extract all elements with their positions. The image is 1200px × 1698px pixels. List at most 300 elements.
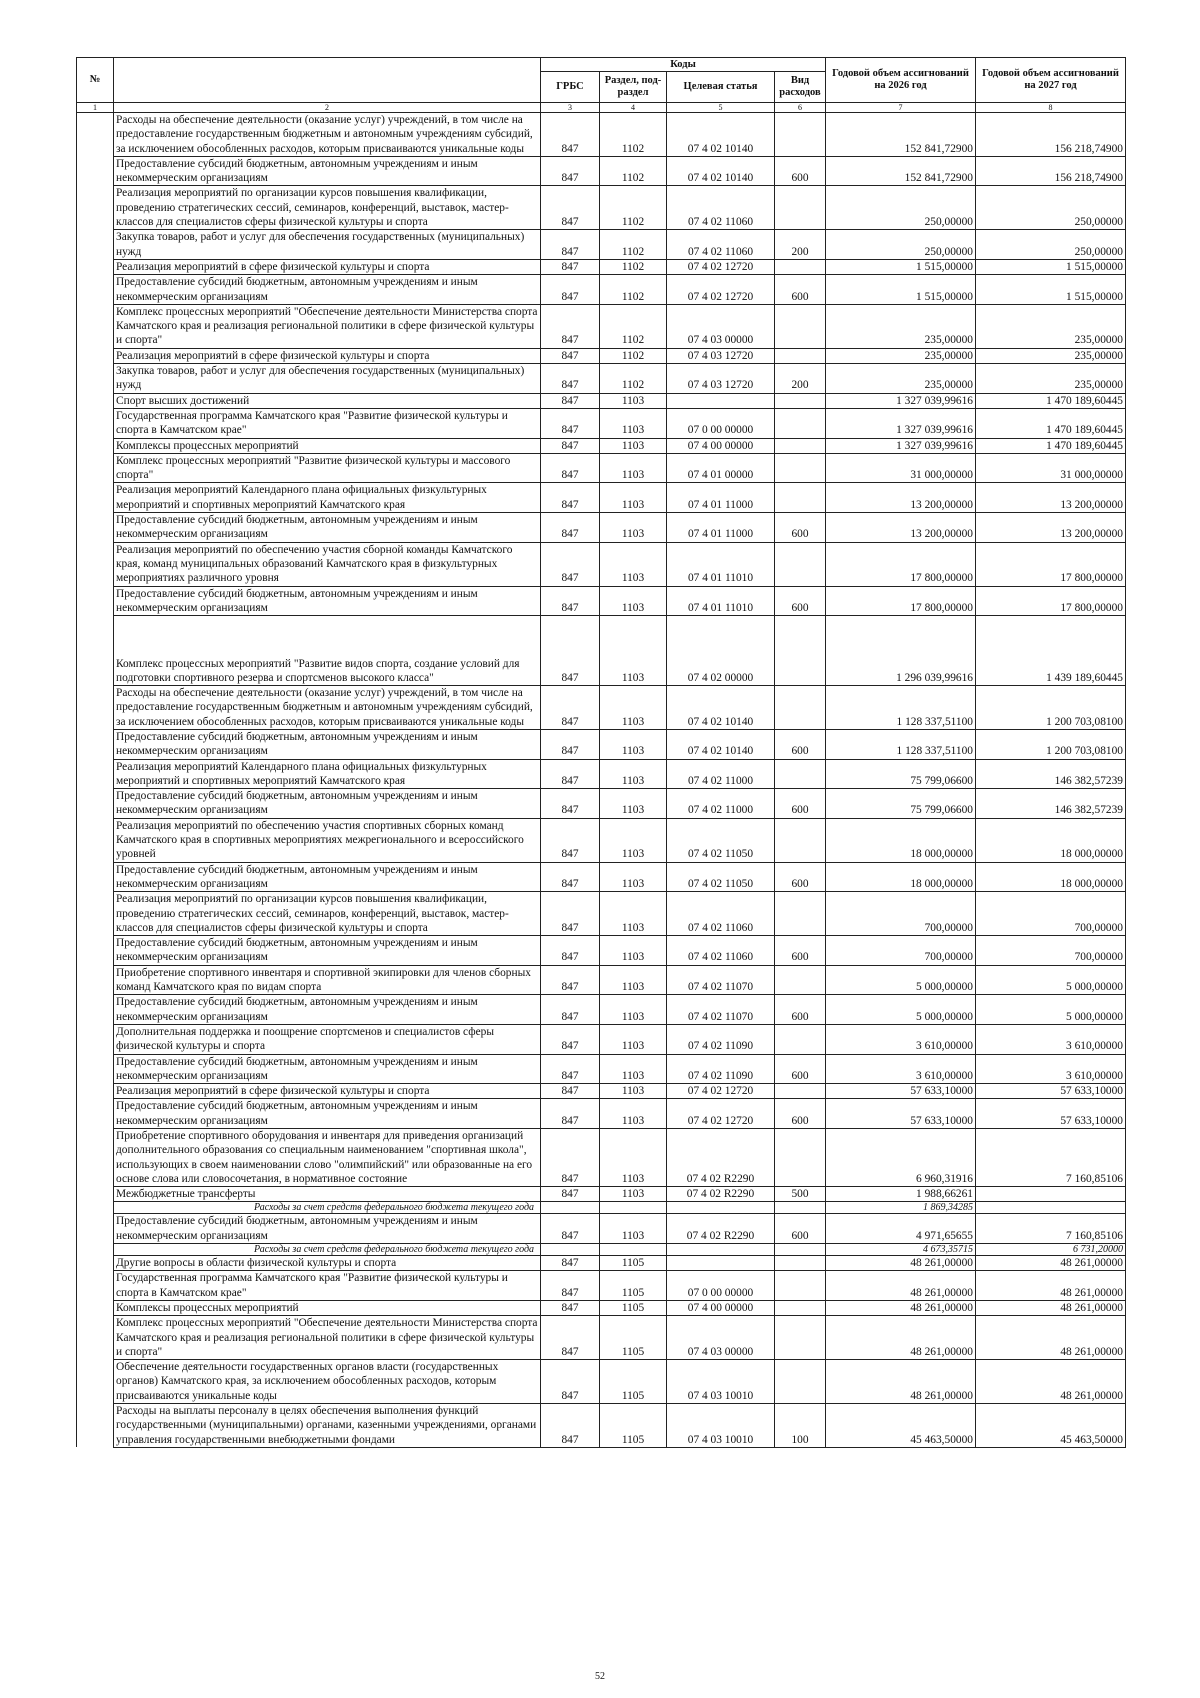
row-volume-2027: 18 000,00000 xyxy=(976,818,1126,862)
row-razdel: 1103 xyxy=(600,862,667,892)
header-vol-2026: Годовой объем ассигнований на 2026 год xyxy=(826,58,976,103)
row-tsel: 07 4 02 11060 xyxy=(667,230,775,260)
row-number xyxy=(77,818,114,862)
row-number xyxy=(77,113,114,157)
row-grbs: 847 xyxy=(541,1271,600,1301)
row-volume-2026: 48 261,00000 xyxy=(826,1316,976,1360)
row-tsel: 07 4 01 11000 xyxy=(667,513,775,543)
table-row xyxy=(77,113,1126,157)
row-volume-2027: 235,00000 xyxy=(976,364,1126,394)
row-grbs: 847 xyxy=(541,686,600,730)
row-razdel: 1103 xyxy=(600,393,667,408)
table-row xyxy=(77,513,1126,543)
column-index: 6 xyxy=(775,103,826,113)
row-name: Комплексы процессных мероприятий xyxy=(114,438,541,453)
row-name: Реализация мероприятий по обеспечению участия спортивных сборных команд Камчатского края в спортивных мероприятиях межрегионального и всероссийского уровней xyxy=(114,818,541,862)
row-vid xyxy=(775,304,826,348)
row-vid xyxy=(775,1271,826,1301)
row-name: Реализация мероприятий в сфере физической культуры и спорта xyxy=(114,1084,541,1099)
row-number xyxy=(77,759,114,789)
row-number xyxy=(77,259,114,274)
row-grbs: 847 xyxy=(541,113,600,157)
row-name: Предоставление субсидий бюджетным, автономным учреждениям и иным некоммерческим организациям xyxy=(114,1099,541,1129)
table-row xyxy=(77,995,1126,1025)
row-volume-2027: 700,00000 xyxy=(976,892,1126,936)
row-tsel: 07 4 02 11090 xyxy=(667,1024,775,1054)
row-vid xyxy=(775,1360,826,1404)
row-razdel: 1102 xyxy=(600,275,667,305)
row-razdel: 1105 xyxy=(600,1256,667,1271)
row-number xyxy=(77,186,114,230)
table-row xyxy=(77,1054,1126,1084)
table-row xyxy=(77,936,1126,966)
row-volume-2026: 3 610,00000 xyxy=(826,1054,976,1084)
row-volume-2026: 1 327 039,99616 xyxy=(826,408,976,438)
row-vid xyxy=(775,892,826,936)
row-number xyxy=(77,438,114,453)
row-tsel: 07 4 02 11070 xyxy=(667,995,775,1025)
row-volume-2027: 5 000,00000 xyxy=(976,995,1126,1025)
row-volume-2027: 235,00000 xyxy=(976,304,1126,348)
table-row xyxy=(77,686,1126,730)
table-row xyxy=(77,1099,1126,1129)
row-grbs: 847 xyxy=(541,1256,600,1271)
page-number: 52 xyxy=(595,1671,605,1682)
row-volume-2026: 75 799,06600 xyxy=(826,759,976,789)
row-vid: 500 xyxy=(775,1187,826,1202)
row-tsel xyxy=(667,1244,775,1256)
row-razdel: 1103 xyxy=(600,936,667,966)
row-volume-2027: 17 800,00000 xyxy=(976,542,1126,586)
table-row xyxy=(77,542,1126,586)
row-volume-2026: 6 960,31916 xyxy=(826,1129,976,1187)
row-volume-2026: 48 261,00000 xyxy=(826,1300,976,1315)
row-grbs: 847 xyxy=(541,1024,600,1054)
row-number xyxy=(77,275,114,305)
row-grbs: 847 xyxy=(541,862,600,892)
row-number xyxy=(77,453,114,483)
table-row xyxy=(77,1360,1126,1404)
row-tsel: 07 4 02 11050 xyxy=(667,818,775,862)
table-row xyxy=(77,275,1126,305)
row-grbs xyxy=(541,1244,600,1256)
row-volume-2027: 31 000,00000 xyxy=(976,453,1126,483)
row-tsel: 07 4 02 12720 xyxy=(667,259,775,274)
row-number xyxy=(77,483,114,513)
row-name: Закупка товаров, работ и услуг для обеспечения государственных (муниципальных) нужд xyxy=(114,364,541,394)
row-grbs: 847 xyxy=(541,348,600,363)
row-tsel: 07 4 02 10140 xyxy=(667,156,775,186)
row-volume-2026: 235,00000 xyxy=(826,304,976,348)
table-row xyxy=(77,1214,1126,1244)
row-volume-2027: 13 200,00000 xyxy=(976,513,1126,543)
table-subrow xyxy=(77,1244,1126,1256)
row-grbs: 847 xyxy=(541,1214,600,1244)
row-name: Расходы за счет средств федерального бюджета текущего года xyxy=(114,1244,541,1256)
row-tsel: 07 0 00 00000 xyxy=(667,408,775,438)
table-row xyxy=(77,1300,1126,1315)
row-volume-2027: 45 463,50000 xyxy=(976,1404,1126,1448)
table-body xyxy=(77,113,1126,1448)
row-grbs: 847 xyxy=(541,156,600,186)
row-vid xyxy=(775,1024,826,1054)
row-volume-2026: 700,00000 xyxy=(826,892,976,936)
row-grbs: 847 xyxy=(541,542,600,586)
row-volume-2026: 235,00000 xyxy=(826,364,976,394)
column-index: 3 xyxy=(541,103,600,113)
row-razdel: 1103 xyxy=(600,513,667,543)
row-name: Закупка товаров, работ и услуг для обеспечения государственных (муниципальных) нужд xyxy=(114,230,541,260)
row-name: Комплекс процессных мероприятий "Развитие физической культуры и массового спорта" xyxy=(114,453,541,483)
table-header xyxy=(77,58,1126,113)
table-row xyxy=(77,230,1126,260)
row-tsel: 07 4 02 11000 xyxy=(667,789,775,819)
row-name: Комплекс процессных мероприятий "Развитие видов спорта, создание условий для подготовки спортивного резерва и спортсменов высокого класса" xyxy=(114,616,541,686)
row-number xyxy=(77,348,114,363)
row-vid xyxy=(775,686,826,730)
row-grbs: 847 xyxy=(541,1360,600,1404)
table-row xyxy=(77,759,1126,789)
row-name: Межбюджетные трансферты xyxy=(114,1187,541,1202)
row-volume-2026: 18 000,00000 xyxy=(826,862,976,892)
row-name: Предоставление субсидий бюджетным, автономным учреждениям и иным некоммерческим организациям xyxy=(114,275,541,305)
table-row xyxy=(77,304,1126,348)
row-vid: 600 xyxy=(775,936,826,966)
row-name: Реализация мероприятий по организации курсов повышения квалификации, проведению стратегических сессий, семинаров, конференций, выставок, мастер-классов для специалистов сферы физической культуры и спорта xyxy=(114,892,541,936)
row-name: Реализация мероприятий Календарного плана официальных физкультурных мероприятий и спортивных мероприятий Камчатского края xyxy=(114,483,541,513)
row-razdel: 1103 xyxy=(600,438,667,453)
row-number xyxy=(77,1024,114,1054)
row-vid xyxy=(775,1202,826,1214)
row-volume-2026: 152 841,72900 xyxy=(826,156,976,186)
row-vid xyxy=(775,1084,826,1099)
row-volume-2027: 1 200 703,08100 xyxy=(976,686,1126,730)
row-number xyxy=(77,862,114,892)
row-volume-2027: 1 470 189,60445 xyxy=(976,408,1126,438)
table-row xyxy=(77,1024,1126,1054)
row-volume-2027: 48 261,00000 xyxy=(976,1256,1126,1271)
row-grbs: 847 xyxy=(541,1404,600,1448)
row-volume-2027: 1 439 189,60445 xyxy=(976,616,1126,686)
row-tsel: 07 4 02 10140 xyxy=(667,113,775,157)
row-razdel: 1102 xyxy=(600,304,667,348)
row-razdel: 1103 xyxy=(600,1099,667,1129)
row-name: Реализация мероприятий по обеспечению участия сборной команды Камчатского края, команд муниципальных образований Камчатского края в физкультурных мероприятиях различного уровня xyxy=(114,542,541,586)
row-tsel: 07 4 03 12720 xyxy=(667,348,775,363)
row-tsel: 07 4 02 12720 xyxy=(667,275,775,305)
row-grbs: 847 xyxy=(541,1099,600,1129)
row-razdel: 1102 xyxy=(600,348,667,363)
row-number xyxy=(77,1054,114,1084)
row-volume-2026: 13 200,00000 xyxy=(826,513,976,543)
row-razdel: 1103 xyxy=(600,1054,667,1084)
row-volume-2026: 75 799,06600 xyxy=(826,789,976,819)
row-number xyxy=(77,230,114,260)
table-row xyxy=(77,408,1126,438)
row-number xyxy=(77,1300,114,1315)
row-razdel: 1103 xyxy=(600,965,667,995)
row-tsel: 07 4 02 10140 xyxy=(667,686,775,730)
row-tsel: 07 4 02 11060 xyxy=(667,892,775,936)
row-grbs: 847 xyxy=(541,230,600,260)
row-razdel: 1103 xyxy=(600,729,667,759)
row-grbs: 847 xyxy=(541,936,600,966)
row-grbs: 847 xyxy=(541,1054,600,1084)
row-name: Комплекс процессных мероприятий "Обеспечение деятельности Министерства спорта Камчатского края и реализация региональной политики в сфере физической культуры и спорта" xyxy=(114,1316,541,1360)
row-name: Реализация мероприятий по организации курсов повышения квалификации, проведению стратегических сессий, семинаров, конференций, выставок, мастер-классов для специалистов сферы физической культуры и спорта xyxy=(114,186,541,230)
column-index: 4 xyxy=(600,103,667,113)
row-number xyxy=(77,1360,114,1404)
row-number xyxy=(77,1202,114,1214)
row-number xyxy=(77,586,114,616)
row-number xyxy=(77,513,114,543)
row-tsel: 07 4 00 00000 xyxy=(667,1300,775,1315)
row-vid: 600 xyxy=(775,586,826,616)
row-name: Предоставление субсидий бюджетным, автономным учреждениям и иным некоммерческим организациям xyxy=(114,1054,541,1084)
row-tsel: 07 4 02 11070 xyxy=(667,965,775,995)
row-vid: 600 xyxy=(775,1099,826,1129)
row-razdel: 1105 xyxy=(600,1316,667,1360)
row-grbs: 847 xyxy=(541,1300,600,1315)
row-vid xyxy=(775,1244,826,1256)
row-grbs: 847 xyxy=(541,408,600,438)
row-tsel: 07 4 02 12720 xyxy=(667,1084,775,1099)
row-number xyxy=(77,304,114,348)
row-tsel: 07 4 02 11050 xyxy=(667,862,775,892)
budget-table-sheet xyxy=(76,57,1125,1448)
row-name: Расходы за счет средств федерального бюджета текущего года xyxy=(114,1202,541,1214)
row-razdel: 1102 xyxy=(600,156,667,186)
row-name: Предоставление субсидий бюджетным, автономным учреждениям и иным некоммерческим организациям xyxy=(114,862,541,892)
row-razdel: 1103 xyxy=(600,686,667,730)
row-volume-2027: 700,00000 xyxy=(976,936,1126,966)
row-razdel: 1103 xyxy=(600,408,667,438)
row-razdel: 1103 xyxy=(600,483,667,513)
column-index: 1 xyxy=(77,103,114,113)
row-volume-2026: 48 261,00000 xyxy=(826,1271,976,1301)
row-volume-2027: 13 200,00000 xyxy=(976,483,1126,513)
header-tsel: Целевая статья xyxy=(667,72,775,103)
row-tsel: 07 4 02 R2290 xyxy=(667,1187,775,1202)
row-volume-2026: 1 128 337,51100 xyxy=(826,729,976,759)
row-volume-2026: 57 633,10000 xyxy=(826,1084,976,1099)
row-volume-2027: 235,00000 xyxy=(976,348,1126,363)
row-volume-2027: 48 261,00000 xyxy=(976,1300,1126,1315)
row-volume-2027: 7 160,85106 xyxy=(976,1214,1126,1244)
table-row xyxy=(77,186,1126,230)
row-vid xyxy=(775,1256,826,1271)
row-tsel xyxy=(667,1256,775,1271)
row-volume-2027: 7 160,85106 xyxy=(976,1129,1126,1187)
table-row xyxy=(77,1256,1126,1271)
row-tsel: 07 4 03 10010 xyxy=(667,1360,775,1404)
table-row xyxy=(77,586,1126,616)
header-grbs: ГРБС xyxy=(541,72,600,103)
row-volume-2027: 18 000,00000 xyxy=(976,862,1126,892)
table-row xyxy=(77,156,1126,186)
row-volume-2026: 3 610,00000 xyxy=(826,1024,976,1054)
row-razdel: 1103 xyxy=(600,542,667,586)
row-vid: 600 xyxy=(775,1214,826,1244)
row-number xyxy=(77,1129,114,1187)
row-number xyxy=(77,936,114,966)
row-name: Предоставление субсидий бюджетным, автономным учреждениям и иным некоммерческим организациям xyxy=(114,789,541,819)
row-number xyxy=(77,1099,114,1129)
row-grbs: 847 xyxy=(541,438,600,453)
row-grbs: 847 xyxy=(541,1187,600,1202)
row-grbs: 847 xyxy=(541,1129,600,1187)
row-grbs: 847 xyxy=(541,995,600,1025)
row-name: Предоставление субсидий бюджетным, автономным учреждениям и иным некоммерческим организациям xyxy=(114,936,541,966)
row-volume-2027: 156 218,74900 xyxy=(976,113,1126,157)
column-index: 8 xyxy=(976,103,1126,113)
row-volume-2026: 4 971,65655 xyxy=(826,1214,976,1244)
row-volume-2027: 1 515,00000 xyxy=(976,275,1126,305)
row-volume-2026: 1 515,00000 xyxy=(826,259,976,274)
row-volume-2026: 1 988,66261 xyxy=(826,1187,976,1202)
row-volume-2026: 48 261,00000 xyxy=(826,1360,976,1404)
row-number xyxy=(77,789,114,819)
row-tsel: 07 4 02 11060 xyxy=(667,186,775,230)
row-vid xyxy=(775,542,826,586)
header-vol-2027: Годовой объем ассигнований на 2027 год xyxy=(976,58,1126,103)
row-volume-2026: 45 463,50000 xyxy=(826,1404,976,1448)
row-tsel: 07 4 02 R2290 xyxy=(667,1214,775,1244)
table-row xyxy=(77,1084,1126,1099)
row-volume-2027 xyxy=(976,1202,1126,1214)
row-number xyxy=(77,729,114,759)
table-row xyxy=(77,616,1126,686)
row-volume-2027: 146 382,57239 xyxy=(976,759,1126,789)
row-name: Государственная программа Камчатского края "Развитие физической культуры и спорта в Камчатском крае" xyxy=(114,408,541,438)
row-vid xyxy=(775,759,826,789)
row-razdel: 1103 xyxy=(600,616,667,686)
row-vid: 600 xyxy=(775,729,826,759)
row-tsel: 07 4 01 11010 xyxy=(667,586,775,616)
table-row xyxy=(77,1187,1126,1202)
table-row xyxy=(77,965,1126,995)
row-volume-2027: 1 470 189,60445 xyxy=(976,438,1126,453)
row-tsel: 07 4 02 11060 xyxy=(667,936,775,966)
table-row xyxy=(77,348,1126,363)
row-volume-2026: 1 296 039,99616 xyxy=(826,616,976,686)
row-volume-2026: 17 800,00000 xyxy=(826,542,976,586)
row-volume-2026: 700,00000 xyxy=(826,936,976,966)
row-razdel: 1103 xyxy=(600,1129,667,1187)
row-volume-2027: 48 261,00000 xyxy=(976,1360,1126,1404)
row-name: Приобретение спортивного инвентаря и спортивной экипировки для членов сборных команд Камчатского края по видам спорта xyxy=(114,965,541,995)
row-razdel: 1105 xyxy=(600,1404,667,1448)
column-index: 5 xyxy=(667,103,775,113)
row-name: Комплексы процессных мероприятий xyxy=(114,1300,541,1315)
row-name: Предоставление субсидий бюджетным, автономным учреждениям и иным некоммерческим организациям xyxy=(114,513,541,543)
row-tsel: 07 4 03 10010 xyxy=(667,1404,775,1448)
row-razdel xyxy=(600,1202,667,1214)
row-number xyxy=(77,965,114,995)
table-row xyxy=(77,438,1126,453)
row-razdel: 1103 xyxy=(600,759,667,789)
row-volume-2027: 146 382,57239 xyxy=(976,789,1126,819)
row-razdel: 1102 xyxy=(600,186,667,230)
row-name: Предоставление субсидий бюджетным, автономным учреждениям и иным некоммерческим организациям xyxy=(114,1214,541,1244)
row-name: Расходы на обеспечение деятельности (оказание услуг) учреждений, в том числе на предоставление государственным бюджетным и автономным учреждениям субсидий, за исключением обособленных расходов, которым присваиваются уникальные коды xyxy=(114,113,541,157)
row-vid: 600 xyxy=(775,275,826,305)
row-volume-2027: 1 470 189,60445 xyxy=(976,393,1126,408)
table-row xyxy=(77,818,1126,862)
row-name: Другие вопросы в области физической культуры и спорта xyxy=(114,1256,541,1271)
row-volume-2026: 250,00000 xyxy=(826,186,976,230)
row-volume-2026: 13 200,00000 xyxy=(826,483,976,513)
row-volume-2026: 5 000,00000 xyxy=(826,995,976,1025)
row-vid xyxy=(775,186,826,230)
budget-allocation-table xyxy=(76,57,1126,1448)
row-vid: 200 xyxy=(775,364,826,394)
column-index-row xyxy=(77,103,1126,113)
row-tsel: 07 4 02 R2290 xyxy=(667,1129,775,1187)
table-subrow xyxy=(77,1202,1126,1214)
row-vid xyxy=(775,348,826,363)
row-tsel: 07 4 02 11090 xyxy=(667,1054,775,1084)
row-vid: 600 xyxy=(775,862,826,892)
row-vid xyxy=(775,259,826,274)
row-razdel: 1103 xyxy=(600,1024,667,1054)
row-grbs: 847 xyxy=(541,186,600,230)
row-razdel: 1102 xyxy=(600,113,667,157)
row-name: Предоставление субсидий бюджетным, автономным учреждениям и иным некоммерческим организациям xyxy=(114,995,541,1025)
row-grbs: 847 xyxy=(541,759,600,789)
row-volume-2026: 18 000,00000 xyxy=(826,818,976,862)
row-volume-2026: 57 633,10000 xyxy=(826,1099,976,1129)
row-number xyxy=(77,156,114,186)
row-grbs: 847 xyxy=(541,729,600,759)
row-grbs: 847 xyxy=(541,513,600,543)
row-tsel: 07 4 03 12720 xyxy=(667,364,775,394)
row-grbs: 847 xyxy=(541,483,600,513)
row-grbs: 847 xyxy=(541,789,600,819)
row-volume-2026: 48 261,00000 xyxy=(826,1256,976,1271)
row-number xyxy=(77,995,114,1025)
header-codes: Коды xyxy=(541,58,826,72)
row-volume-2027: 3 610,00000 xyxy=(976,1054,1126,1084)
row-vid xyxy=(775,818,826,862)
row-vid xyxy=(775,113,826,157)
row-razdel: 1103 xyxy=(600,892,667,936)
row-name: Предоставление субсидий бюджетным, автономным учреждениям и иным некоммерческим организациям xyxy=(114,586,541,616)
row-razdel xyxy=(600,1244,667,1256)
table-row xyxy=(77,892,1126,936)
row-razdel: 1103 xyxy=(600,789,667,819)
row-razdel: 1103 xyxy=(600,995,667,1025)
row-vid xyxy=(775,1300,826,1315)
row-razdel: 1103 xyxy=(600,586,667,616)
row-vid xyxy=(775,616,826,686)
row-vid xyxy=(775,438,826,453)
row-vid: 600 xyxy=(775,1054,826,1084)
row-number xyxy=(77,892,114,936)
row-number xyxy=(77,1316,114,1360)
row-volume-2026: 4 673,35715 xyxy=(826,1244,976,1256)
table-row xyxy=(77,259,1126,274)
row-name: Реализация мероприятий в сфере физической культуры и спорта xyxy=(114,348,541,363)
table-row xyxy=(77,453,1126,483)
row-razdel: 1105 xyxy=(600,1360,667,1404)
table-row xyxy=(77,862,1126,892)
table-row xyxy=(77,729,1126,759)
row-volume-2026: 17 800,00000 xyxy=(826,586,976,616)
row-razdel: 1102 xyxy=(600,230,667,260)
row-number xyxy=(77,1084,114,1099)
row-razdel: 1105 xyxy=(600,1300,667,1315)
